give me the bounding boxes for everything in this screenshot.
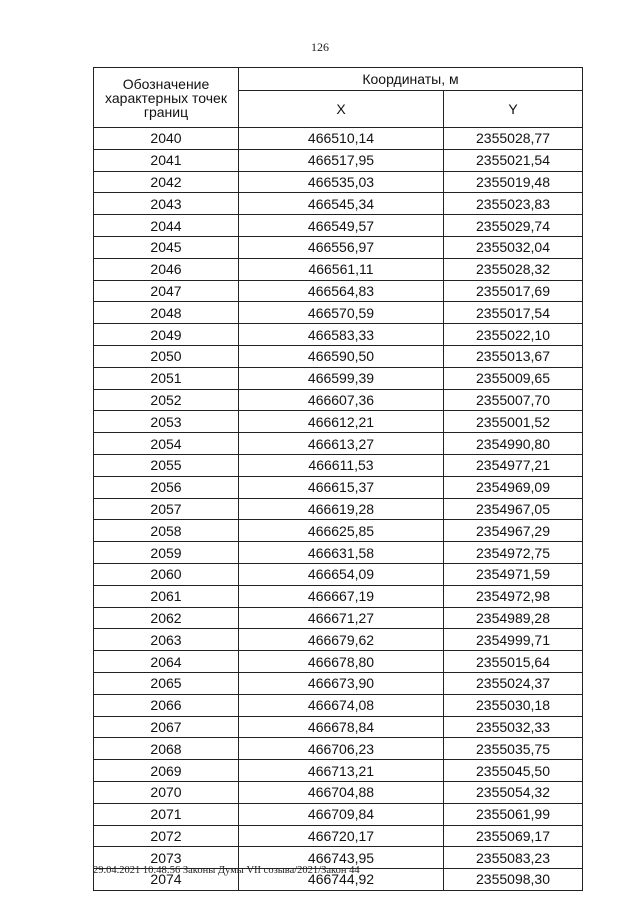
y-coordinate-cell: 2354972,75 <box>444 542 583 564</box>
table-row <box>94 302 583 324</box>
point-id-cell: 2056 <box>94 476 239 498</box>
table-row <box>94 367 583 389</box>
point-id-cell: 2052 <box>94 389 239 411</box>
x-coordinate-cell: 466615,37 <box>239 476 444 498</box>
point-id-cell: 2041 <box>94 149 239 171</box>
table-row <box>94 760 583 782</box>
table-row <box>94 738 583 760</box>
point-id-cell: 2071 <box>94 803 239 825</box>
table-row <box>94 520 583 542</box>
table-row <box>94 454 583 476</box>
y-coordinate-cell: 2355083,23 <box>444 847 583 869</box>
point-id-cell: 2072 <box>94 825 239 847</box>
point-id-cell: 2066 <box>94 694 239 716</box>
point-id-cell: 2055 <box>94 454 239 476</box>
table-row <box>94 563 583 585</box>
table-row <box>94 476 583 498</box>
y-coordinate-cell: 2355017,69 <box>444 280 583 302</box>
point-id-cell: 2046 <box>94 258 239 280</box>
y-coordinate-cell: 2355028,32 <box>444 258 583 280</box>
point-id-cell: 2070 <box>94 781 239 803</box>
y-coordinate-cell: 2355045,50 <box>444 760 583 782</box>
x-coordinate-cell: 466673,90 <box>239 672 444 694</box>
point-id-cell: 2065 <box>94 672 239 694</box>
table-row <box>94 672 583 694</box>
point-id-cell: 2054 <box>94 433 239 455</box>
table-row <box>94 236 583 258</box>
x-coordinate-cell: 466545,34 <box>239 193 444 215</box>
y-coordinate-cell: 2355069,17 <box>444 825 583 847</box>
point-id-cell: 2043 <box>94 193 239 215</box>
point-id-cell: 2063 <box>94 629 239 651</box>
x-coordinate-cell: 466561,11 <box>239 258 444 280</box>
table-row <box>94 128 583 150</box>
y-coordinate-cell: 2355061,99 <box>444 803 583 825</box>
table-row <box>94 280 583 302</box>
x-coordinate-cell: 466674,08 <box>239 694 444 716</box>
point-id-cell: 2074 <box>94 869 239 891</box>
table-row <box>94 411 583 433</box>
table-row <box>94 803 583 825</box>
point-id-cell: 2059 <box>94 542 239 564</box>
table-row <box>94 585 583 607</box>
table-row <box>94 324 583 346</box>
x-coordinate-cell: 466667,19 <box>239 585 444 607</box>
point-id-cell: 2053 <box>94 411 239 433</box>
x-coordinate-cell: 466631,58 <box>239 542 444 564</box>
point-id-cell: 2049 <box>94 324 239 346</box>
x-coordinate-cell: 466570,59 <box>239 302 444 324</box>
x-coordinate-cell: 466517,95 <box>239 149 444 171</box>
point-id-cell: 2061 <box>94 585 239 607</box>
x-coordinate-cell: 466625,85 <box>239 520 444 542</box>
point-id-cell: 2064 <box>94 651 239 673</box>
y-coordinate-cell: 2355015,64 <box>444 651 583 673</box>
y-coordinate-cell: 2355029,74 <box>444 215 583 237</box>
x-coordinate-cell: 466510,14 <box>239 128 444 150</box>
y-coordinate-cell: 2355013,67 <box>444 345 583 367</box>
table-row <box>94 542 583 564</box>
point-id-cell: 2040 <box>94 128 239 150</box>
point-id-cell: 2068 <box>94 738 239 760</box>
point-id-cell: 2048 <box>94 302 239 324</box>
point-label-header: Обозначение характерных точек границ <box>94 68 239 128</box>
x-coordinate-cell: 466611,53 <box>239 454 444 476</box>
x-coordinate-cell: 466744,92 <box>239 869 444 891</box>
x-coordinate-cell: 466564,83 <box>239 280 444 302</box>
y-coordinate-cell: 2355017,54 <box>444 302 583 324</box>
x-coordinate-cell: 466704,88 <box>239 781 444 803</box>
table-row <box>94 433 583 455</box>
table-row <box>94 825 583 847</box>
y-column-header: Y <box>444 91 583 128</box>
y-coordinate-cell: 2354977,21 <box>444 454 583 476</box>
x-coordinate-cell: 466706,23 <box>239 738 444 760</box>
y-coordinate-cell: 2354967,05 <box>444 498 583 520</box>
x-coordinate-cell: 466619,28 <box>239 498 444 520</box>
y-coordinate-cell: 2354969,09 <box>444 476 583 498</box>
point-id-cell: 2069 <box>94 760 239 782</box>
y-coordinate-cell: 2355024,37 <box>444 672 583 694</box>
table-row <box>94 193 583 215</box>
y-coordinate-cell: 2354972,98 <box>444 585 583 607</box>
x-coordinate-cell: 466678,80 <box>239 651 444 673</box>
point-id-cell: 2058 <box>94 520 239 542</box>
x-coordinate-cell: 466607,36 <box>239 389 444 411</box>
y-coordinate-cell: 2355023,83 <box>444 193 583 215</box>
table-row <box>94 607 583 629</box>
x-coordinate-cell: 466720,17 <box>239 825 444 847</box>
table-row <box>94 629 583 651</box>
point-id-cell: 2044 <box>94 215 239 237</box>
y-coordinate-cell: 2355009,65 <box>444 367 583 389</box>
y-coordinate-cell: 2354990,80 <box>444 433 583 455</box>
point-id-cell: 2062 <box>94 607 239 629</box>
table-row <box>94 651 583 673</box>
table-row <box>94 215 583 237</box>
y-coordinate-cell: 2355030,18 <box>444 694 583 716</box>
coordinates-table <box>93 67 583 891</box>
x-coordinate-cell: 466535,03 <box>239 171 444 193</box>
y-coordinate-cell: 2355021,54 <box>444 149 583 171</box>
y-coordinate-cell: 2355028,77 <box>444 128 583 150</box>
table-row <box>94 149 583 171</box>
point-id-cell: 2042 <box>94 171 239 193</box>
y-coordinate-cell: 2355032,04 <box>444 236 583 258</box>
y-coordinate-cell: 2355035,75 <box>444 738 583 760</box>
x-coordinate-cell: 466743,95 <box>239 847 444 869</box>
table-row <box>94 716 583 738</box>
x-coordinate-cell: 466654,09 <box>239 563 444 585</box>
table-row <box>94 694 583 716</box>
coordinates-header: Координаты, м <box>239 68 583 91</box>
table-row <box>94 389 583 411</box>
y-coordinate-cell: 2355032,33 <box>444 716 583 738</box>
x-coordinate-cell: 466613,27 <box>239 433 444 455</box>
y-coordinate-cell: 2355007,70 <box>444 389 583 411</box>
x-coordinate-cell: 466678,84 <box>239 716 444 738</box>
x-coordinate-cell: 466556,97 <box>239 236 444 258</box>
table-header <box>94 68 583 128</box>
x-coordinate-cell: 466709,84 <box>239 803 444 825</box>
x-column-header: X <box>239 91 444 128</box>
table-row <box>94 258 583 280</box>
x-coordinate-cell: 466590,50 <box>239 345 444 367</box>
point-id-cell: 2060 <box>94 563 239 585</box>
x-coordinate-cell: 466612,21 <box>239 411 444 433</box>
table-row <box>94 781 583 803</box>
point-id-cell: 2045 <box>94 236 239 258</box>
x-coordinate-cell: 466679,62 <box>239 629 444 651</box>
point-id-cell: 2051 <box>94 367 239 389</box>
x-coordinate-cell: 466549,57 <box>239 215 444 237</box>
page-number: 126 <box>311 40 329 54</box>
x-coordinate-cell: 466599,39 <box>239 367 444 389</box>
x-coordinate-cell: 466713,21 <box>239 760 444 782</box>
point-id-cell: 2073 <box>94 847 239 869</box>
y-coordinate-cell: 2354967,29 <box>444 520 583 542</box>
y-coordinate-cell: 2354971,59 <box>444 563 583 585</box>
point-id-cell: 2067 <box>94 716 239 738</box>
y-coordinate-cell: 2355054,32 <box>444 781 583 803</box>
y-coordinate-cell: 2355098,30 <box>444 869 583 891</box>
y-coordinate-cell: 2355019,48 <box>444 171 583 193</box>
y-coordinate-cell: 2355001,52 <box>444 411 583 433</box>
y-coordinate-cell: 2354999,71 <box>444 629 583 651</box>
point-id-cell: 2057 <box>94 498 239 520</box>
table-body <box>94 128 583 891</box>
table-row <box>94 171 583 193</box>
point-id-cell: 2050 <box>94 345 239 367</box>
x-coordinate-cell: 466583,33 <box>239 324 444 346</box>
table-row <box>94 498 583 520</box>
table-row <box>94 345 583 367</box>
point-id-cell: 2047 <box>94 280 239 302</box>
x-coordinate-cell: 466671,27 <box>239 607 444 629</box>
y-coordinate-cell: 2354989,28 <box>444 607 583 629</box>
footer-stamp: 29.04.2021 10:48:56 Законы Думы VII созыва/2021/Закон 44 <box>93 865 360 876</box>
y-coordinate-cell: 2355022,10 <box>444 324 583 346</box>
